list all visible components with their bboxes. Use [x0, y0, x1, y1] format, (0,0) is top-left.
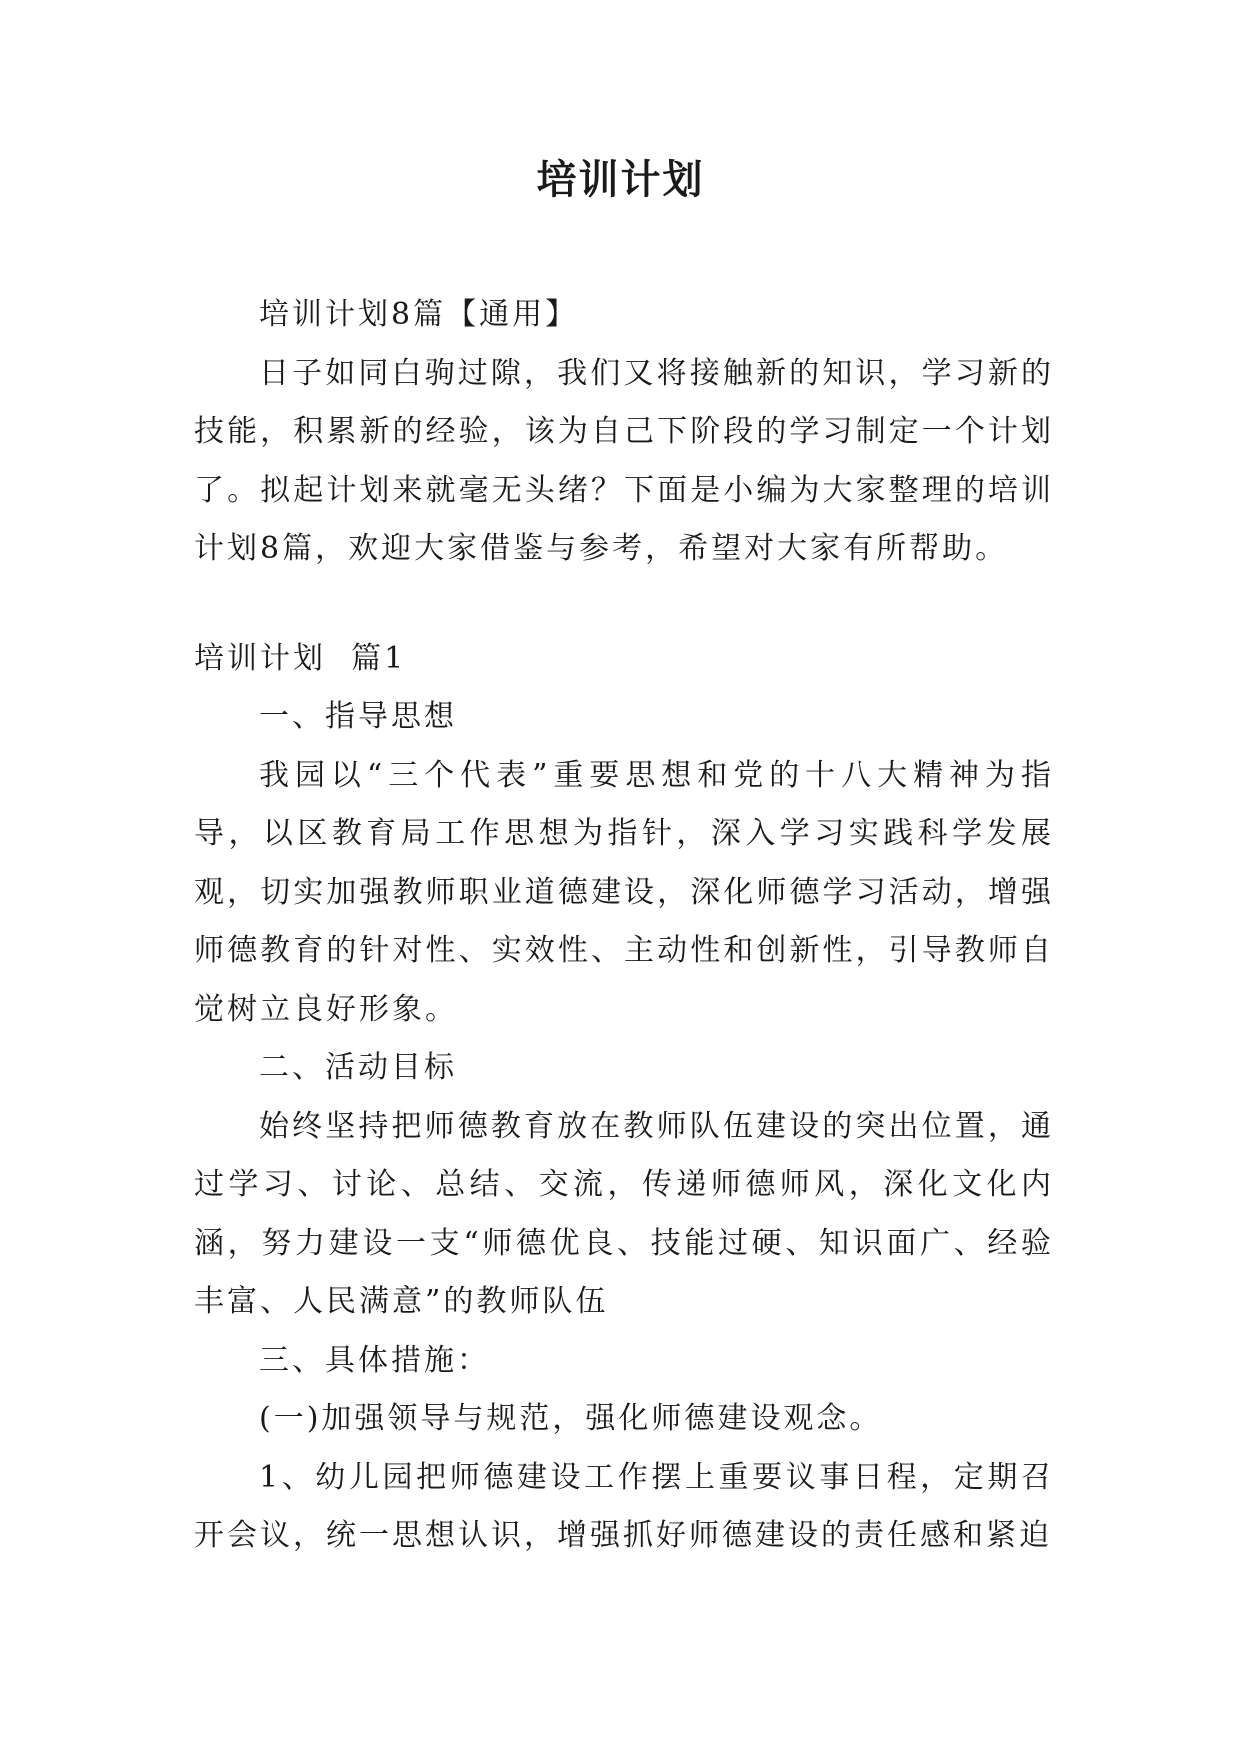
paragraph-measure-1: 1、幼儿园把师德建设工作摆上重要议事日程，定期召开会议，统一思想认识，增强抓好师德建设的责任感和紧迫	[194, 1459, 1054, 1553]
section-gap	[194, 579, 1054, 630]
heading-measures: 三、具体措施：	[259, 1342, 490, 1378]
intro-paragraph: 日子如同白驹过隙，我们又将接触新的知识，学习新的技能，积累新的经验，该为自己下阶段的学习制定一个计划了。拟起计划来就毫无头绪？下面是小编为大家整理的培训计划8篇，欢迎大家借鉴与参考，希望对大家有所帮助。	[194, 355, 1054, 566]
document-title: 培训计划	[536, 156, 705, 203]
paragraph-guiding-thought: 我园以“三个代表”重要思想和党的十八大精神为指导，以区教育局工作思想为指针，深入学习实践科学发展观，切实加强教师职业道德建设，深化师德学习活动，增强师德教育的针对性、实效性、主动性和创新性，引导教师自觉树立良好形象。	[194, 757, 1054, 1027]
paragraph-activity-goals: 始终坚持把师德教育放在教师队伍建设的突出位置，通过学习、讨论、总结、交流，传递师德师风，深化文化内涵，努力建设一支“师德优良、技能过硬、知识面广、经验丰富、人民满意”的教师队伍	[194, 1108, 1054, 1319]
sub-heading-leadership: (一)加强领导与规范，强化师德建设观念。	[259, 1401, 883, 1436]
document-subtitle: 培训计划8篇【通用】	[259, 297, 579, 332]
heading-guiding-thought: 一、指导思想	[259, 699, 457, 734]
section-heading: 培训计划 篇1	[194, 640, 407, 676]
heading-activity-goals: 二、活动目标	[259, 1050, 457, 1085]
document-body	[194, 286, 1054, 1566]
